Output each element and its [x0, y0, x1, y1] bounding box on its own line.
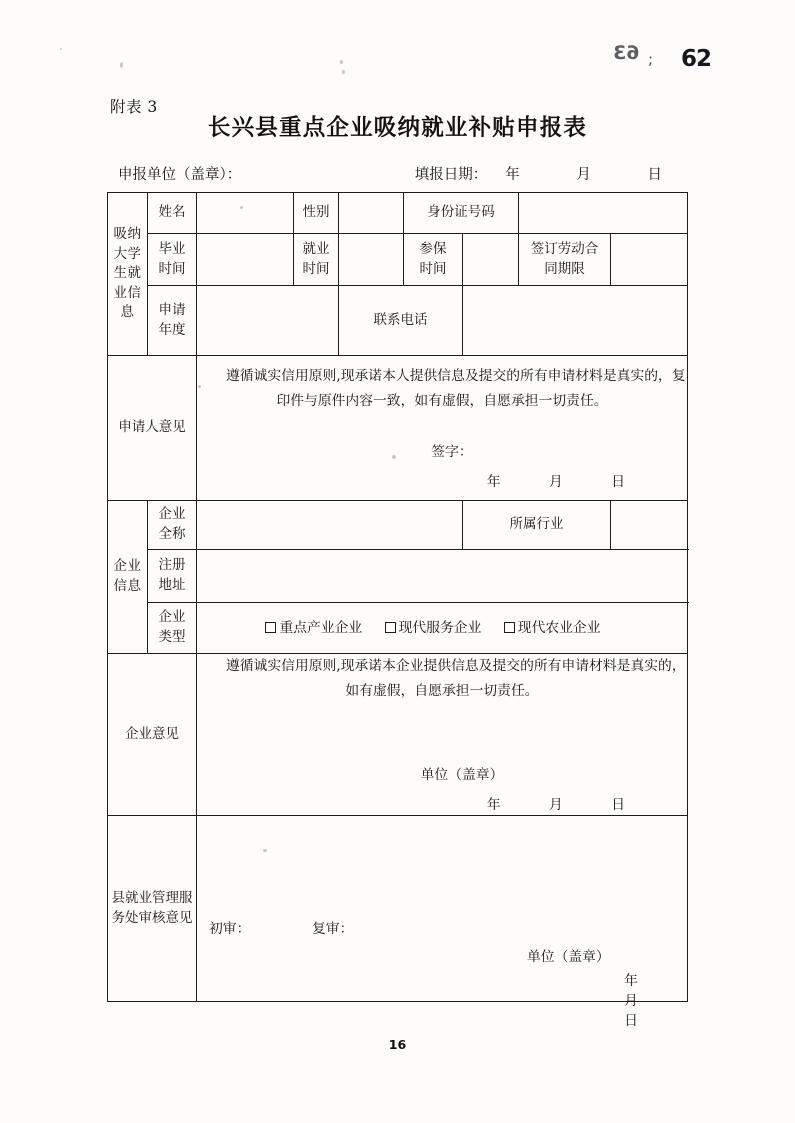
table-row	[108, 654, 688, 816]
bureau-review-cell[interactable]	[197, 816, 688, 1030]
field-label-application-year: 申请 年度	[148, 286, 197, 356]
input-contact-phone[interactable]	[463, 286, 688, 356]
input-id-number[interactable]	[519, 193, 688, 234]
checkbox-icon[interactable]	[265, 622, 276, 633]
checkbox-option-modern-agriculture[interactable]	[504, 620, 601, 636]
page-number: 16	[388, 1037, 407, 1052]
enterprise-opinion-label: 企业意见	[108, 654, 197, 816]
table-row	[108, 234, 688, 286]
separator-artifact: ;	[648, 50, 654, 68]
scan-speck	[342, 70, 345, 74]
subheader	[118, 163, 688, 184]
enterprise-unit-seal-label: 单位（盖章）	[420, 767, 504, 784]
mirrored-number-artifact: 63	[613, 42, 640, 64]
checkbox-icon[interactable]	[385, 622, 396, 633]
enterprise-info-label: 企业 信息	[108, 501, 148, 654]
second-review-label: 复审：	[312, 921, 354, 938]
fill-date-label: 填报日期：	[414, 167, 488, 183]
input-application-year[interactable]	[197, 286, 339, 356]
bureau-review-date: 年 月 日	[624, 973, 660, 1030]
attachment-label: 附表 3	[110, 98, 158, 116]
input-contract-term[interactable]	[611, 234, 688, 286]
field-label-insurance-time: 参保 时间	[404, 234, 463, 286]
fill-date-ymd: 年 月 日	[505, 167, 688, 183]
checkbox-icon[interactable]	[504, 622, 515, 633]
table-row	[108, 603, 688, 654]
input-insurance-time[interactable]	[463, 234, 519, 286]
applicant-opinion-date: 年 月 日	[486, 473, 647, 490]
input-name[interactable]	[197, 193, 294, 234]
table-row	[108, 356, 688, 501]
input-industry[interactable]	[611, 501, 688, 550]
bureau-unit-seal-label: 单位（盖章）	[527, 949, 610, 966]
applicant-opinion-text: 遵循诚实信用原则,现承诺本人提供信息及提交的所有申请材料是真实的，复印件与原件内容一致，如有虚假，自愿承担一切责任。	[225, 368, 686, 409]
input-graduation-time[interactable]	[197, 234, 294, 286]
input-gender[interactable]	[339, 193, 404, 234]
page-stamp-number: 62	[681, 46, 712, 72]
field-label-enterprise-type: 企业 类型	[148, 603, 197, 654]
field-label-contact-phone: 联系电话	[339, 286, 463, 356]
checkbox-label: 重点产业企业	[279, 620, 363, 636]
applicant-signature-label: 签字：	[431, 443, 473, 460]
applicant-opinion-label: 申请人意见	[108, 356, 197, 501]
applicant-unit-label: 申报单位（盖章）：	[118, 167, 242, 183]
input-enterprise-name[interactable]	[197, 501, 463, 550]
bureau-review-label: 县就业管理服务处审核意见	[108, 816, 197, 1002]
field-label-enterprise-name: 企业 全称	[148, 501, 197, 550]
first-review-label: 初审：	[209, 921, 251, 938]
page-title: 长兴县重点企业吸纳就业补贴申报表	[207, 115, 588, 141]
scan-speck	[60, 48, 62, 50]
application-form-table	[107, 192, 688, 1030]
field-label-registered-address: 注册 地址	[148, 550, 197, 603]
table-row	[108, 550, 688, 603]
table-row	[108, 501, 688, 550]
field-label-contract-term: 签订劳动合 同期限	[519, 234, 611, 286]
checkbox-label: 现代服务企业	[398, 620, 482, 636]
enterprise-opinion-cell[interactable]	[197, 654, 688, 816]
enterprise-opinion-text: 遵循诚实信用原则,现承诺本企业提供信息及提交的所有申请材料是真实的，如有虚假，自愿承担一切责任。	[225, 658, 686, 699]
field-label-industry: 所属行业	[463, 501, 611, 550]
checkbox-label: 现代农业企业	[517, 620, 601, 636]
field-label-employment-time: 就业 时间	[294, 234, 339, 286]
checkbox-option-modern-service[interactable]	[385, 620, 482, 636]
table-row	[108, 286, 688, 356]
graduate-info-label: 吸纳大学生就业信息	[108, 193, 148, 356]
field-label-gender: 性别	[294, 193, 339, 234]
table-row	[108, 193, 688, 234]
table-row	[108, 816, 688, 1002]
field-label-graduation-time: 毕业 时间	[148, 234, 197, 286]
applicant-opinion-cell[interactable]	[197, 356, 688, 501]
scan-speck	[120, 62, 123, 68]
enterprise-opinion-date: 年 月 日	[486, 797, 647, 814]
field-label-id-number: 身份证号码	[404, 193, 519, 234]
field-label-name: 姓名	[148, 193, 197, 234]
checkbox-option-key-industry[interactable]	[265, 620, 362, 636]
scan-speck	[340, 60, 343, 64]
input-employment-time[interactable]	[339, 234, 404, 286]
input-registered-address[interactable]	[197, 550, 688, 603]
enterprise-type-options	[197, 603, 688, 654]
fill-date-group	[415, 163, 688, 184]
